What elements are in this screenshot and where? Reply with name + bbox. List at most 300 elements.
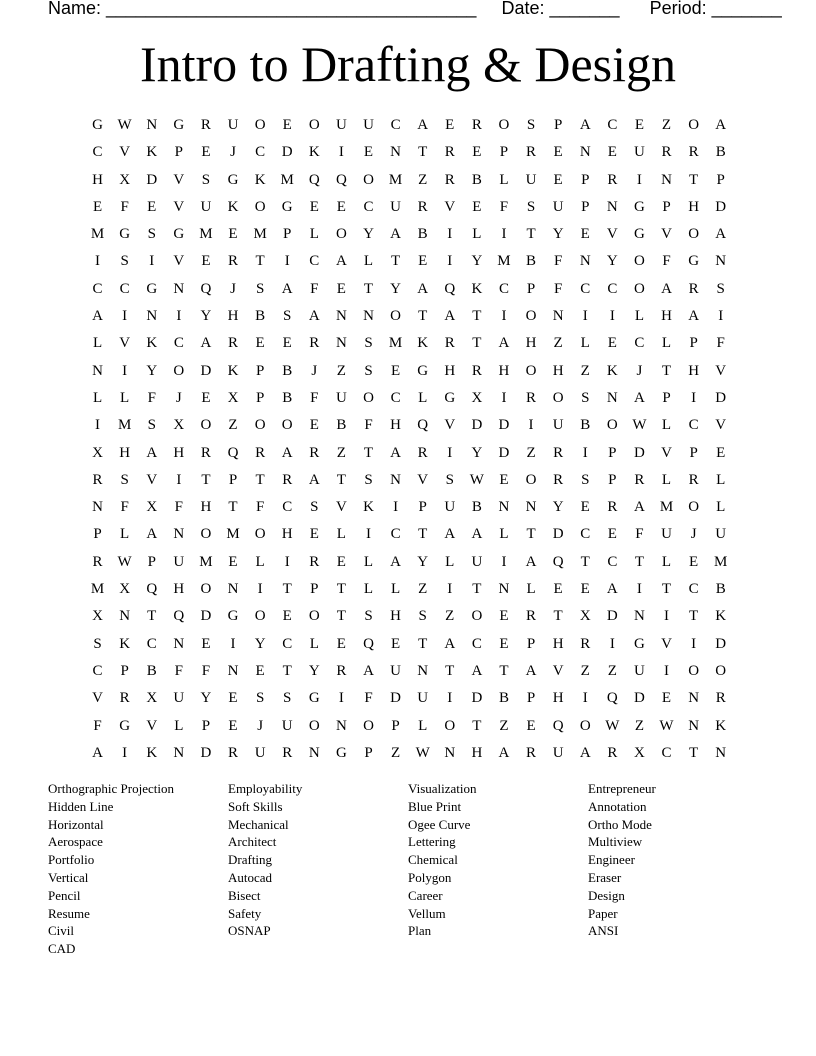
grid-letter[interactable]: Z — [607, 662, 617, 679]
grid-letter[interactable]: G — [688, 253, 700, 270]
grid-letter[interactable]: N — [335, 717, 347, 734]
grid-letter[interactable]: V — [606, 226, 618, 243]
grid-letter[interactable]: L — [309, 635, 319, 652]
grid-letter[interactable]: I — [501, 226, 507, 243]
grid-letter[interactable]: E — [363, 144, 374, 161]
grid-letter[interactable]: Z — [526, 444, 536, 461]
grid-letter[interactable]: K — [715, 717, 727, 734]
grid-letter[interactable]: V — [119, 335, 131, 352]
grid-letter[interactable]: D — [498, 417, 510, 434]
grid-letter[interactable]: O — [525, 362, 537, 379]
grid-letter[interactable]: R — [309, 335, 320, 352]
grid-letter[interactable]: A — [146, 444, 158, 461]
grid-letter[interactable]: S — [283, 308, 292, 325]
grid-letter[interactable]: V — [173, 198, 185, 215]
grid-letter[interactable]: J — [311, 362, 318, 379]
grid-letter[interactable]: T — [526, 226, 536, 243]
grid-letter[interactable]: P — [581, 171, 590, 188]
grid-letter[interactable]: O — [444, 717, 456, 734]
grid-letter[interactable]: D — [634, 690, 645, 707]
grid-letter[interactable]: C — [390, 389, 401, 406]
grid-letter[interactable]: R — [471, 362, 482, 379]
grid-letter[interactable]: T — [363, 280, 374, 297]
grid-letter[interactable]: Q — [606, 690, 618, 707]
grid-letter[interactable]: X — [92, 608, 103, 625]
grid-letter[interactable]: R — [688, 144, 699, 161]
grid-letter[interactable]: O — [335, 226, 347, 243]
grid-letter[interactable]: E — [336, 198, 346, 215]
grid-letter[interactable]: D — [498, 444, 510, 461]
grid-letter[interactable]: L — [661, 417, 672, 434]
grid-letter[interactable]: R — [444, 171, 455, 188]
grid-letter[interactable]: F — [310, 389, 319, 406]
grid-letter[interactable]: A — [146, 526, 158, 543]
grid-letter[interactable]: O — [254, 608, 266, 625]
grid-letter[interactable]: S — [147, 417, 156, 434]
grid-letter[interactable]: C — [255, 144, 266, 161]
grid-letter[interactable]: K — [471, 280, 483, 297]
grid-letter[interactable]: V — [92, 690, 103, 707]
grid-letter[interactable]: E — [228, 226, 238, 243]
grid-letter[interactable]: Y — [390, 280, 401, 297]
grid-letter[interactable]: E — [390, 362, 401, 379]
grid-letter[interactable]: A — [661, 280, 672, 297]
grid-letter[interactable]: T — [689, 171, 699, 188]
grid-letter[interactable]: E — [445, 117, 455, 133]
grid-letter[interactable]: Q — [227, 444, 239, 461]
grid-letter[interactable]: N — [146, 117, 158, 133]
grid-letter[interactable]: O — [688, 226, 700, 243]
grid-letter[interactable]: C — [498, 280, 509, 297]
grid-letter[interactable]: R — [200, 117, 211, 133]
grid-letter[interactable]: I — [338, 144, 344, 161]
grid-letter[interactable]: A — [390, 444, 401, 461]
grid-letter[interactable]: L — [418, 389, 428, 406]
grid-letter[interactable]: M — [117, 417, 132, 434]
grid-letter[interactable]: I — [149, 253, 155, 270]
grid-letter[interactable]: N — [227, 662, 239, 679]
grid-letter[interactable]: N — [552, 308, 564, 325]
grid-letter[interactable]: Z — [336, 444, 346, 461]
grid-letter[interactable]: L — [472, 226, 482, 243]
grid-letter[interactable]: V — [444, 198, 456, 215]
grid-letter[interactable]: A — [92, 744, 103, 761]
grid-letter[interactable]: H — [200, 499, 212, 516]
grid-letter[interactable]: Z — [390, 744, 401, 761]
grid-letter[interactable]: T — [472, 717, 482, 734]
grid-letter[interactable]: C — [309, 253, 320, 270]
grid-letter[interactable]: W — [632, 417, 647, 434]
grid-letter[interactable]: F — [310, 280, 319, 297]
grid-letter[interactable]: C — [607, 280, 618, 297]
grid-letter[interactable]: I — [582, 444, 588, 461]
grid-letter[interactable]: E — [282, 335, 292, 352]
grid-letter[interactable]: U — [390, 198, 401, 215]
grid-letter[interactable]: Z — [228, 417, 238, 434]
grid-letter[interactable]: F — [364, 690, 373, 707]
grid-letter[interactable]: P — [662, 389, 671, 406]
grid-letter[interactable]: A — [335, 253, 347, 270]
grid-letter[interactable]: U — [200, 198, 212, 215]
grid-letter[interactable]: P — [228, 471, 238, 488]
grid-letter[interactable]: T — [255, 253, 265, 270]
grid-letter[interactable]: C — [471, 635, 482, 652]
grid-letter[interactable]: R — [336, 662, 347, 679]
grid-letter[interactable]: H — [498, 362, 510, 379]
grid-letter[interactable]: B — [255, 308, 266, 325]
grid-letter[interactable]: C — [92, 144, 103, 161]
grid-letter[interactable]: E — [282, 608, 292, 625]
grid-letter[interactable]: D — [471, 690, 483, 707]
grid-letter[interactable]: F — [716, 335, 725, 352]
grid-letter[interactable]: N — [308, 744, 320, 761]
grid-letter[interactable]: U — [525, 171, 537, 188]
grid-letter[interactable]: E — [472, 144, 482, 161]
grid-letter[interactable]: U — [254, 744, 266, 761]
grid-letter[interactable]: A — [417, 117, 429, 133]
grid-letter[interactable]: Z — [499, 717, 509, 734]
grid-letter[interactable]: N — [173, 280, 185, 297]
grid-letter[interactable]: B — [715, 144, 726, 161]
name-field[interactable]: Name: _____________________________________ — [48, 0, 477, 18]
grid-letter[interactable]: C — [688, 581, 699, 598]
grid-letter[interactable]: L — [92, 389, 103, 406]
grid-letter[interactable]: I — [691, 635, 697, 652]
grid-letter[interactable]: U — [552, 744, 564, 761]
grid-letter[interactable]: T — [418, 144, 428, 161]
grid-letter[interactable]: M — [659, 499, 674, 516]
grid-letter[interactable]: H — [173, 444, 185, 461]
grid-letter[interactable]: A — [308, 471, 320, 488]
grid-letter[interactable]: Y — [200, 690, 212, 707]
grid-letter[interactable]: L — [363, 253, 374, 270]
grid-letter[interactable]: L — [580, 335, 590, 352]
grid-letter[interactable]: I — [718, 308, 724, 325]
grid-letter[interactable]: E — [147, 198, 157, 215]
grid-letter[interactable]: I — [447, 226, 453, 243]
grid-letter[interactable]: I — [609, 635, 615, 652]
grid-letter[interactable]: A — [525, 553, 537, 570]
grid-letter[interactable]: D — [715, 389, 727, 406]
grid-letter[interactable]: P — [418, 499, 427, 516]
grid-letter[interactable]: O — [363, 389, 374, 406]
grid-letter[interactable]: R — [607, 499, 618, 516]
period-field[interactable]: Period: _______ — [649, 0, 782, 18]
grid-letter[interactable]: H — [119, 444, 131, 461]
date-field[interactable]: Date: _______ — [501, 0, 620, 18]
grid-letter[interactable]: Z — [661, 117, 672, 133]
grid-letter[interactable]: Y — [471, 253, 483, 270]
grid-letter[interactable]: P — [255, 389, 265, 406]
grid-letter[interactable]: E — [580, 581, 590, 598]
grid-letter[interactable]: I — [284, 253, 290, 270]
grid-letter[interactable]: L — [661, 553, 672, 570]
grid-letter[interactable]: I — [636, 581, 642, 598]
grid-letter[interactable]: B — [471, 499, 482, 516]
grid-letter[interactable]: C — [607, 117, 618, 133]
grid-letter[interactable]: O — [688, 662, 700, 679]
grid-letter[interactable]: L — [716, 499, 726, 516]
grid-letter[interactable]: N — [173, 744, 185, 761]
grid-letter[interactable]: M — [90, 581, 105, 598]
grid-letter[interactable]: T — [418, 526, 428, 543]
grid-letter[interactable]: V — [335, 499, 347, 516]
grid-letter[interactable]: R — [228, 253, 239, 270]
grid-letter[interactable]: V — [146, 717, 158, 734]
grid-letter[interactable]: R — [417, 198, 428, 215]
grid-letter[interactable]: F — [364, 417, 373, 434]
grid-letter[interactable]: O — [552, 389, 564, 406]
grid-letter[interactable]: I — [338, 690, 344, 707]
grid-letter[interactable]: N — [661, 171, 672, 188]
grid-letter[interactable]: N — [715, 253, 727, 270]
grid-letter[interactable]: R — [607, 744, 618, 761]
grid-letter[interactable]: D — [200, 362, 212, 379]
grid-letter[interactable]: E — [634, 117, 644, 133]
grid-letter[interactable]: O — [525, 471, 537, 488]
grid-letter[interactable]: R — [309, 444, 320, 461]
grid-letter[interactable]: E — [661, 690, 672, 707]
grid-letter[interactable]: P — [526, 635, 536, 652]
grid-letter[interactable]: B — [498, 690, 509, 707]
grid-letter[interactable]: I — [609, 308, 615, 325]
grid-letter[interactable]: U — [335, 389, 347, 406]
grid-letter[interactable]: K — [308, 144, 320, 161]
grid-letter[interactable]: M — [497, 253, 511, 270]
grid-letter[interactable]: D — [606, 608, 618, 625]
grid-letter[interactable]: O — [390, 308, 401, 325]
grid-letter[interactable]: H — [525, 335, 537, 352]
grid-letter[interactable]: V — [119, 144, 131, 161]
grid-letter[interactable]: A — [579, 744, 591, 761]
grid-letter[interactable]: O — [254, 417, 266, 434]
grid-letter[interactable]: S — [526, 117, 536, 133]
grid-letter[interactable]: L — [255, 553, 265, 570]
grid-letter[interactable]: K — [715, 608, 727, 625]
grid-letter[interactable]: N — [417, 662, 429, 679]
grid-letter[interactable]: F — [174, 662, 183, 679]
grid-letter[interactable]: E — [309, 198, 319, 215]
grid-letter[interactable]: Y — [552, 499, 564, 516]
grid-letter[interactable]: B — [282, 362, 293, 379]
grid-letter[interactable]: O — [308, 117, 320, 133]
grid-letter[interactable]: H — [281, 526, 293, 543]
grid-letter[interactable]: V — [661, 444, 672, 461]
grid-letter[interactable]: Y — [146, 362, 158, 379]
grid-letter[interactable]: N — [579, 144, 591, 161]
grid-letter[interactable]: S — [93, 635, 102, 652]
grid-letter[interactable]: U — [363, 117, 374, 133]
grid-letter[interactable]: I — [528, 417, 534, 434]
grid-letter[interactable]: C — [282, 635, 293, 652]
grid-letter[interactable]: L — [309, 226, 319, 243]
grid-letter[interactable]: T — [580, 553, 590, 570]
grid-letter[interactable]: R — [688, 471, 699, 488]
grid-letter[interactable]: M — [714, 553, 728, 570]
grid-letter[interactable]: L — [499, 171, 509, 188]
grid-letter[interactable]: T — [499, 662, 509, 679]
grid-letter[interactable]: U — [634, 662, 645, 679]
grid-letter[interactable]: Y — [200, 308, 212, 325]
grid-letter[interactable]: K — [119, 635, 131, 652]
grid-letter[interactable]: H — [688, 362, 700, 379]
grid-letter[interactable]: I — [691, 389, 697, 406]
grid-letter[interactable]: F — [147, 389, 156, 406]
grid-letter[interactable]: Q — [308, 171, 320, 188]
grid-letter[interactable]: N — [119, 608, 131, 625]
grid-letter[interactable]: U — [417, 690, 429, 707]
grid-letter[interactable]: C — [580, 280, 591, 297]
grid-letter[interactable]: E — [689, 553, 699, 570]
grid-letter[interactable]: G — [634, 635, 645, 652]
grid-letter[interactable]: G — [335, 744, 347, 761]
grid-letter[interactable]: J — [690, 526, 697, 543]
grid-letter[interactable]: A — [525, 662, 537, 679]
grid-letter[interactable]: A — [715, 226, 727, 243]
grid-letter[interactable]: P — [716, 171, 725, 188]
grid-letter[interactable]: N — [606, 198, 618, 215]
grid-letter[interactable]: N — [688, 717, 700, 734]
grid-letter[interactable]: K — [227, 362, 239, 379]
grid-letter[interactable]: H — [92, 171, 103, 188]
grid-letter[interactable]: P — [174, 144, 183, 161]
grid-letter[interactable]: Q — [146, 581, 158, 598]
grid-letter[interactable]: U — [444, 499, 456, 516]
grid-letter[interactable]: T — [634, 553, 644, 570]
grid-letter[interactable]: D — [634, 444, 645, 461]
grid-letter[interactable]: F — [174, 499, 183, 516]
grid-letter[interactable]: O — [363, 717, 374, 734]
grid-letter[interactable]: A — [606, 581, 618, 598]
grid-letter[interactable]: L — [363, 553, 374, 570]
grid-letter[interactable]: H — [552, 690, 564, 707]
grid-letter[interactable]: U — [552, 198, 564, 215]
grid-letter[interactable]: J — [175, 389, 182, 406]
grid-letter[interactable]: O — [634, 280, 645, 297]
grid-letter[interactable]: I — [176, 471, 182, 488]
grid-letter[interactable]: T — [472, 581, 482, 598]
grid-letter[interactable]: A — [444, 308, 456, 325]
grid-letter[interactable]: J — [257, 717, 264, 734]
grid-letter[interactable]: H — [688, 198, 700, 215]
grid-letter[interactable]: A — [688, 308, 700, 325]
grid-letter[interactable]: S — [255, 280, 265, 297]
grid-letter[interactable]: P — [255, 362, 265, 379]
grid-letter[interactable]: T — [336, 608, 346, 625]
grid-letter[interactable]: W — [415, 744, 430, 761]
grid-letter[interactable]: A — [444, 635, 456, 652]
grid-letter[interactable]: E — [201, 144, 211, 161]
grid-letter[interactable]: A — [363, 662, 374, 679]
grid-letter[interactable]: R — [92, 553, 103, 570]
grid-letter[interactable]: R — [471, 117, 482, 133]
grid-letter[interactable]: I — [664, 608, 670, 625]
grid-letter[interactable]: P — [526, 280, 536, 297]
grid-letter[interactable]: Z — [580, 662, 590, 679]
grid-letter[interactable]: P — [662, 198, 671, 215]
grid-letter[interactable]: E — [418, 253, 428, 270]
grid-letter[interactable]: L — [174, 717, 184, 734]
grid-letter[interactable]: L — [661, 471, 672, 488]
grid-letter[interactable]: U — [173, 553, 185, 570]
grid-letter[interactable]: E — [255, 335, 265, 352]
grid-letter[interactable]: A — [308, 308, 320, 325]
grid-letter[interactable]: S — [201, 171, 211, 188]
grid-letter[interactable]: W — [659, 717, 674, 734]
grid-letter[interactable]: V — [146, 471, 158, 488]
grid-letter[interactable]: E — [309, 526, 319, 543]
grid-letter[interactable]: C — [173, 335, 184, 352]
grid-letter[interactable]: U — [173, 690, 185, 707]
grid-letter[interactable]: B — [526, 253, 537, 270]
grid-letter[interactable]: A — [281, 280, 293, 297]
grid-letter[interactable]: N — [363, 308, 374, 325]
grid-letter[interactable]: O — [498, 117, 510, 133]
grid-letter[interactable]: A — [444, 526, 456, 543]
grid-letter[interactable]: G — [119, 717, 131, 734]
grid-letter[interactable]: F — [662, 253, 671, 270]
grid-letter[interactable]: V — [173, 253, 185, 270]
grid-letter[interactable]: O — [606, 417, 618, 434]
grid-letter[interactable]: S — [255, 690, 265, 707]
grid-letter[interactable]: R — [688, 280, 699, 297]
grid-letter[interactable]: X — [471, 389, 483, 406]
grid-letter[interactable]: Y — [552, 226, 564, 243]
grid-letter[interactable]: V — [661, 226, 672, 243]
grid-letter[interactable]: T — [472, 308, 482, 325]
grid-letter[interactable]: T — [418, 308, 428, 325]
grid-letter[interactable]: M — [199, 553, 213, 570]
grid-letter[interactable]: Q — [552, 717, 564, 734]
grid-letter[interactable]: A — [281, 444, 293, 461]
grid-letter[interactable]: E — [607, 335, 617, 352]
grid-letter[interactable]: T — [363, 444, 374, 461]
grid-letter[interactable]: D — [281, 144, 293, 161]
grid-letter[interactable]: S — [445, 471, 454, 488]
grid-letter[interactable]: I — [284, 553, 290, 570]
grid-letter[interactable]: V — [552, 662, 564, 679]
grid-letter[interactable]: U — [335, 117, 347, 133]
grid-letter[interactable]: G — [417, 362, 429, 379]
grid-letter[interactable]: L — [120, 526, 130, 543]
grid-letter[interactable]: C — [363, 198, 374, 215]
grid-letter[interactable]: R — [661, 144, 672, 161]
grid-letter[interactable]: H — [552, 635, 564, 652]
grid-letter[interactable]: X — [146, 499, 158, 516]
grid-letter[interactable]: T — [689, 744, 699, 761]
grid-letter[interactable]: B — [336, 417, 347, 434]
grid-letter[interactable]: E — [255, 662, 265, 679]
grid-letter[interactable]: M — [226, 526, 240, 543]
grid-letter[interactable]: F — [255, 499, 265, 516]
grid-letter[interactable]: O — [688, 117, 700, 133]
grid-letter[interactable]: X — [634, 744, 645, 761]
grid-letter[interactable]: X — [119, 581, 131, 598]
grid-letter[interactable]: L — [499, 526, 509, 543]
grid-letter[interactable]: N — [390, 471, 401, 488]
grid-letter[interactable]: R — [200, 444, 211, 461]
grid-letter[interactable]: X — [173, 417, 185, 434]
grid-letter[interactable]: C — [92, 662, 103, 679]
grid-letter[interactable]: E — [580, 226, 590, 243]
grid-letter[interactable]: I — [95, 417, 101, 434]
grid-letter[interactable]: K — [146, 744, 158, 761]
grid-letter[interactable]: R — [526, 608, 537, 625]
grid-letter[interactable]: L — [92, 335, 103, 352]
grid-letter[interactable]: A — [390, 226, 401, 243]
grid-letter[interactable]: I — [95, 253, 101, 270]
grid-letter[interactable]: N — [715, 744, 727, 761]
